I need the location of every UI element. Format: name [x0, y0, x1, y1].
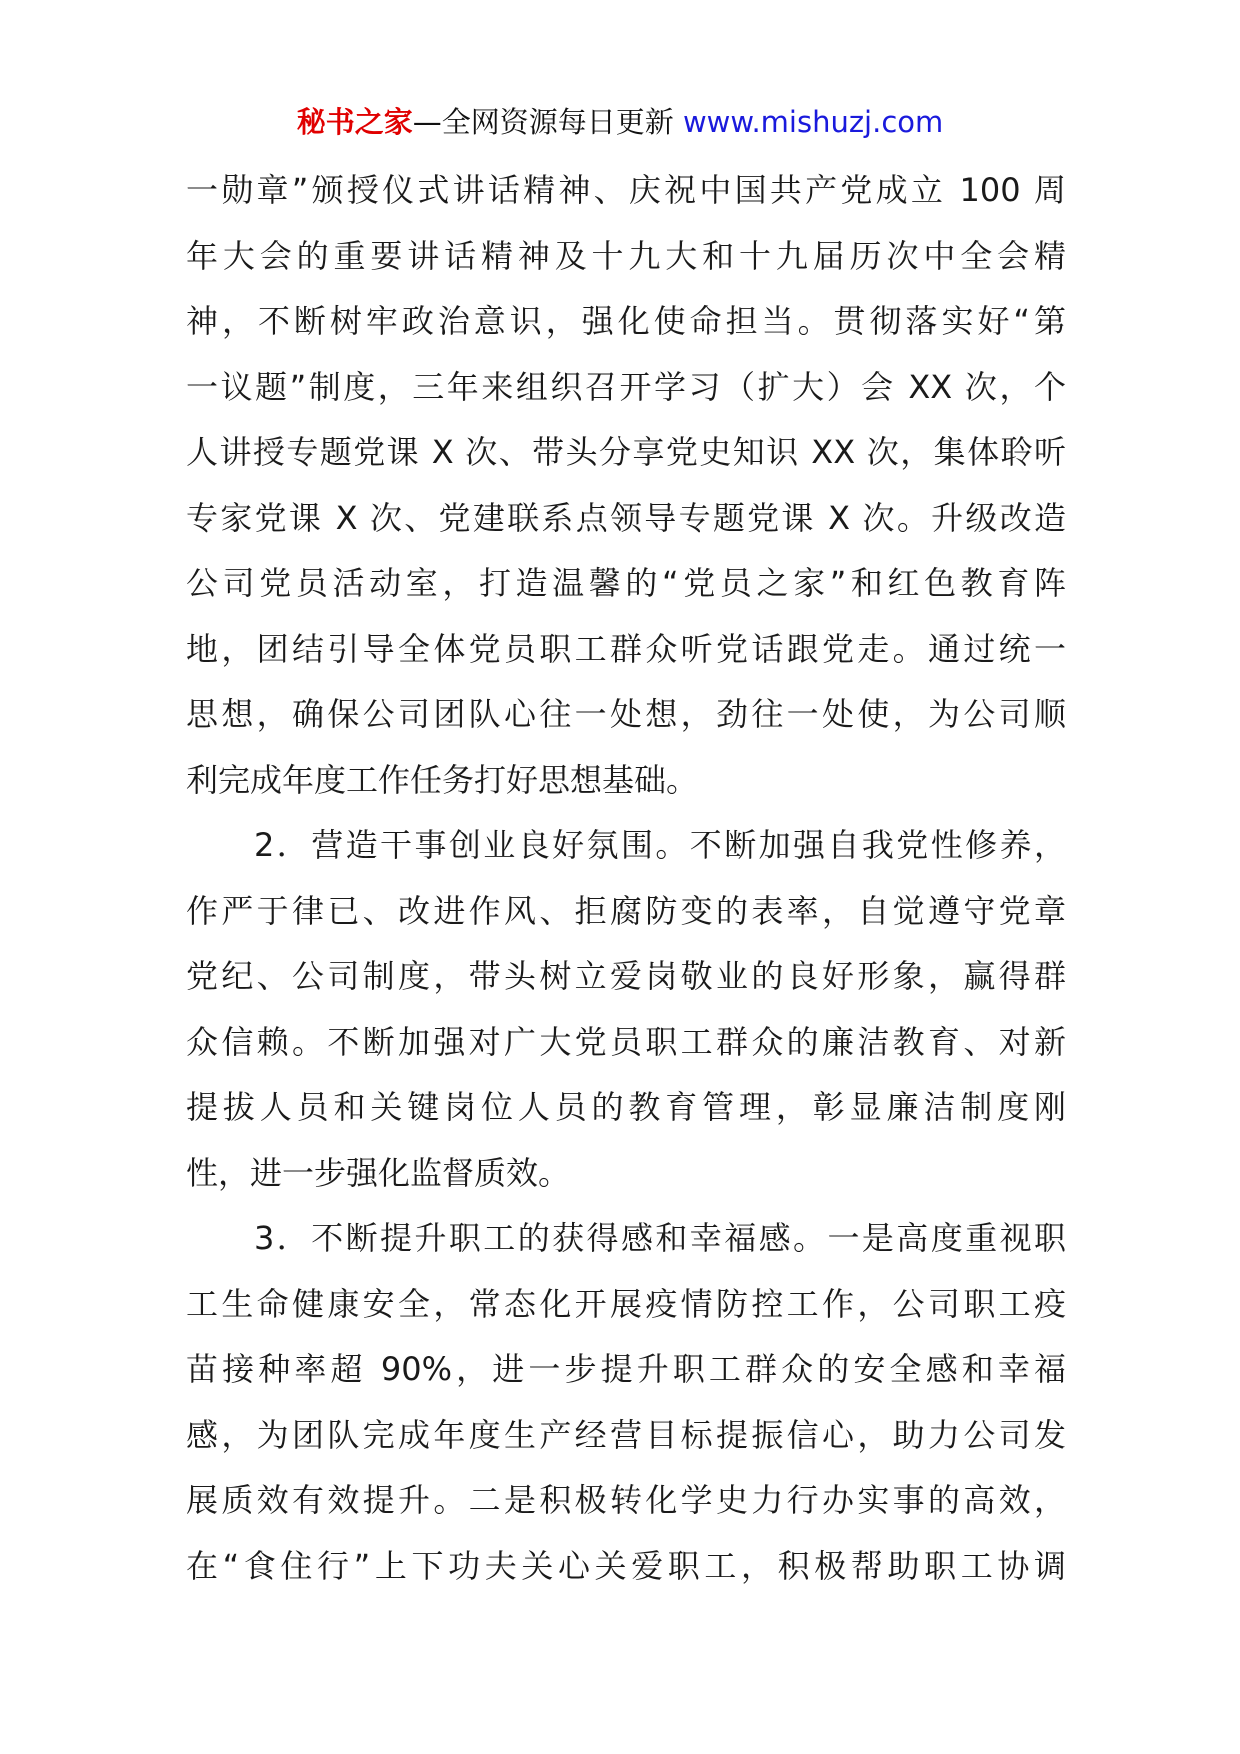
document-body: [186, 158, 1066, 1599]
page-header: [0, 100, 1240, 144]
text-line: 利完成年度工作任务打好思想基础。: [186, 760, 699, 799]
text-line: 思想，确保公司团队心往一处想，劲往一处使，为公司顺: [186, 695, 1066, 733]
paragraph-1: [186, 158, 1066, 813]
header-brand: 秘书之家: [296, 105, 413, 139]
header-tagline: —全网资源每日更新: [412, 105, 683, 139]
paragraph-2: [186, 813, 1066, 1206]
text-line: 年大会的重要讲话精神及十九大和十九届历次中全会精: [186, 236, 1066, 275]
text-line: 作严于律已、改进作风、拒腐防变的表率，自觉遵守党章: [186, 891, 1066, 930]
text-line: 苗接种率超 90%，进一步提升职工群众的安全感和幸福: [186, 1350, 1066, 1388]
text-line: 一勋章”颁授仪式讲话精神、庆祝中国共产党成立 100 周: [186, 171, 1066, 209]
text-line: 性，进一步强化监督质效。: [186, 1153, 571, 1192]
text-line: 3．不断提升职工的获得感和幸福感。一是高度重视职: [254, 1219, 1066, 1257]
text-line: 公司党员活动室，打造温馨的“党员之家”和红色教育阵: [186, 564, 1066, 602]
text-line: 人讲授专题党课 X 次、带头分享党史知识 XX 次，集体聆听: [186, 433, 1066, 471]
text-line: 感，为团队完成年度生产经营目标提振信心，助力公司发: [186, 1415, 1066, 1454]
text-line: 神，不断树牢政治意识，强化使命担当。贯彻落实好“第: [186, 302, 1066, 340]
text-line: 党纪、公司制度，带头树立爱岗敬业的良好形象，赢得群: [186, 957, 1066, 995]
text-line: 工生命健康安全，常态化开展疫情防控工作，公司职工疫: [186, 1284, 1066, 1323]
text-line: 一议题”制度，三年来组织召开学习（扩大）会 XX 次，个: [186, 367, 1066, 406]
paragraph-3: [186, 1206, 1066, 1599]
text-line: 在“食住行”上下功夫关心关爱职工，积极帮助职工协调: [186, 1546, 1066, 1585]
text-line: 地，团结引导全体党员职工群众听党话跟党走。通过统一: [186, 629, 1066, 668]
header-url-link[interactable]: www.mishuzj.com: [682, 105, 944, 139]
text-line: 专家党课 X 次、党建联系点领导专题党课 X 次。升级改造: [186, 498, 1066, 537]
text-line: 提拔人员和关键岗位人员的教育管理，彰显廉洁制度刚: [186, 1088, 1066, 1126]
text-line: 众信赖。不断加强对广大党员职工群众的廉洁教育、对新: [186, 1022, 1066, 1061]
text-line: 展质效有效提升。二是积极转化学史力行办实事的高效，: [186, 1481, 1066, 1519]
text-line: 2．营造干事创业良好氛围。不断加强自我党性修养，: [254, 826, 1066, 864]
